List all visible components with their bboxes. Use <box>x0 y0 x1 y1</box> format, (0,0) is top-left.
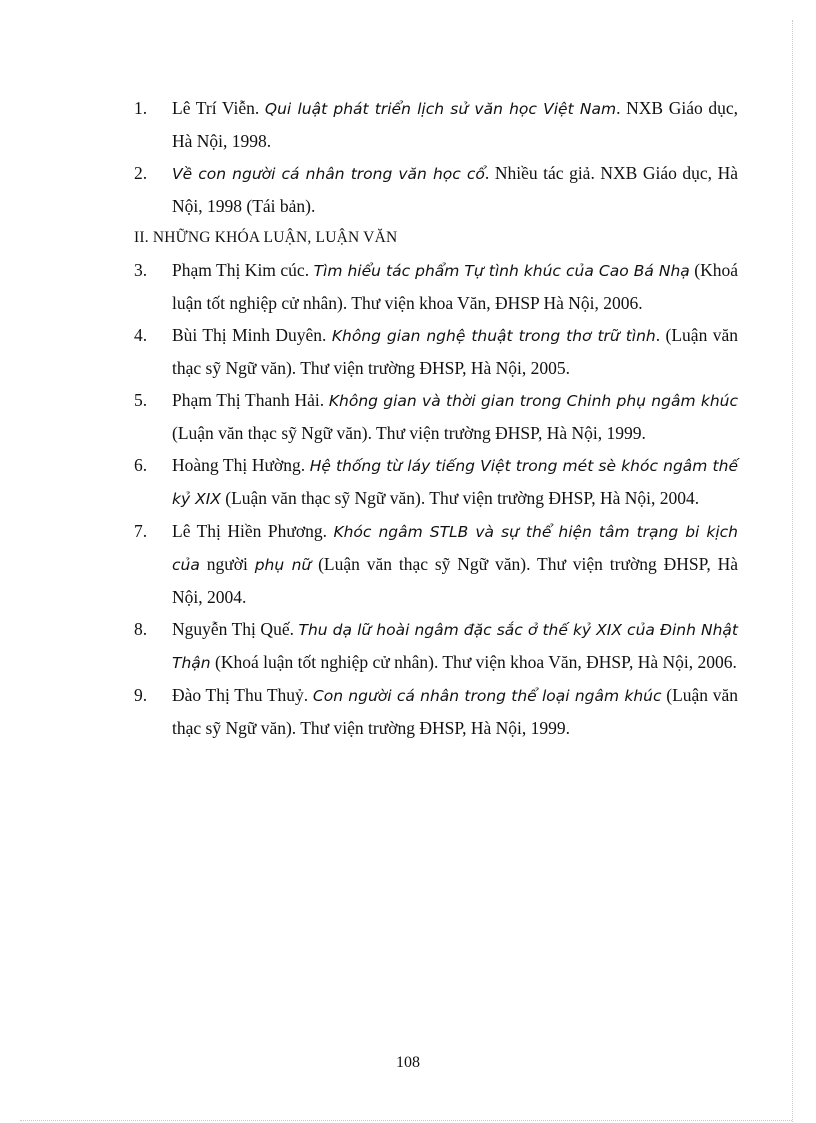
reference-title: Không gian và thời gian trong Chinh phụ ngâm khúc <box>328 392 738 410</box>
reference-connector: người <box>199 554 255 574</box>
reference-author: Đào Thị Thu Thuỷ. <box>172 685 313 705</box>
reference-author: Phạm Thị Thanh Hải. <box>172 390 329 410</box>
reference-3 <box>134 254 738 319</box>
reference-number: 2. <box>134 163 148 183</box>
reference-author: Lê Trí Viễn. <box>172 98 265 118</box>
reference-7 <box>134 515 738 613</box>
reference-number: 8. <box>134 619 148 639</box>
reference-author: Hoàng Thị Hường. <box>172 455 310 475</box>
reference-title: Về con người cá nhân trong văn học cổ <box>172 165 485 183</box>
reference-8 <box>134 613 738 679</box>
reference-number: 9. <box>134 685 148 705</box>
reference-2 <box>134 157 738 222</box>
reference-number: 1. <box>134 98 148 118</box>
reference-5 <box>134 384 738 449</box>
reference-title: Hệ thống từ láy tiếng Việt trong mét sè khóc ngâm thế kỷ XIX <box>172 457 738 508</box>
reference-6 <box>134 449 738 515</box>
reference-details: (Luận văn thạc sỹ Ngữ văn). Thư viện trường ĐHSP, Hà Nội, 1999. <box>172 685 739 738</box>
reference-title-part: phụ nữ <box>254 556 312 574</box>
reference-author: Bùi Thị Minh Duyên. <box>172 325 332 345</box>
reference-1 <box>134 92 738 157</box>
reference-title: Tìm hiểu tác phẩm Tự tình khúc của Cao Bá Nhạ <box>313 262 690 280</box>
reference-number: 5. <box>134 390 148 410</box>
reference-author: Phạm Thị Kim cúc. <box>172 260 314 280</box>
page-edge-bottom <box>20 1120 792 1121</box>
page-edge-right <box>792 20 793 1122</box>
reference-details: (Luận văn thạc sỹ Ngữ văn). Thư viện trường ĐHSP, Hà Nội, 1999. <box>172 423 646 443</box>
reference-number: 6. <box>134 455 148 475</box>
page-number: 108 <box>396 1054 420 1071</box>
reference-details: . NXB Giáo dục, Hà Nội, 1998. <box>172 98 739 151</box>
reference-author: Nguyễn Thị Quế. <box>172 619 299 639</box>
reference-details: (Khoá luận tốt nghiệp cử nhân). Thư viện khoa Văn, ĐHSP Hà Nội, 2006. <box>172 260 739 313</box>
reference-title: Thu dạ lữ hoài ngâm đặc sắc ở thế kỷ XIX của Đinh Nhật Thận <box>172 621 739 672</box>
reference-title: Qui luật phát triển lịch sử văn học Việt Nam <box>264 100 617 118</box>
section-heading: II. NHỮNG KHÓA LUẬN, LUẬN VĂN <box>134 229 398 246</box>
reference-author: Lê Thị Hiền Phương. <box>172 521 334 541</box>
reference-4 <box>134 319 738 384</box>
reference-title: Con người cá nhân trong thể loại ngâm khúc <box>312 687 662 705</box>
reference-title: Không gian nghệ thuật trong thơ trữ tình <box>331 327 656 345</box>
bibliography <box>134 92 738 744</box>
reference-number: 3. <box>134 260 148 280</box>
reference-9 <box>134 679 738 744</box>
reference-details: (Luận văn thạc sỹ Ngữ văn). Thư viện trường ĐHSP, Hà Nội, 2004. <box>220 488 700 508</box>
reference-number: 7. <box>134 521 148 541</box>
reference-details: . Nhiều tác giả. NXB Giáo dục, Hà Nội, 1998 (Tái bản). <box>172 163 738 216</box>
reference-details: (Khoá luận tốt nghiệp cử nhân). Thư viện khoa Văn, ĐHSP, Hà Nội, 2006. <box>210 652 737 672</box>
reference-details: (Luận văn thạc sỹ Ngữ văn). Thư viện trường ĐHSP, Hà Nội, 2004. <box>172 554 739 607</box>
reference-number: 4. <box>134 325 148 345</box>
reference-details: . (Luận văn thạc sỹ Ngữ văn). Thư viện trường ĐHSP, Hà Nội, 2005. <box>172 325 738 378</box>
reference-title: Khóc ngâm STLB và sự thể hiện tâm trạng bi kịch của <box>172 523 739 574</box>
